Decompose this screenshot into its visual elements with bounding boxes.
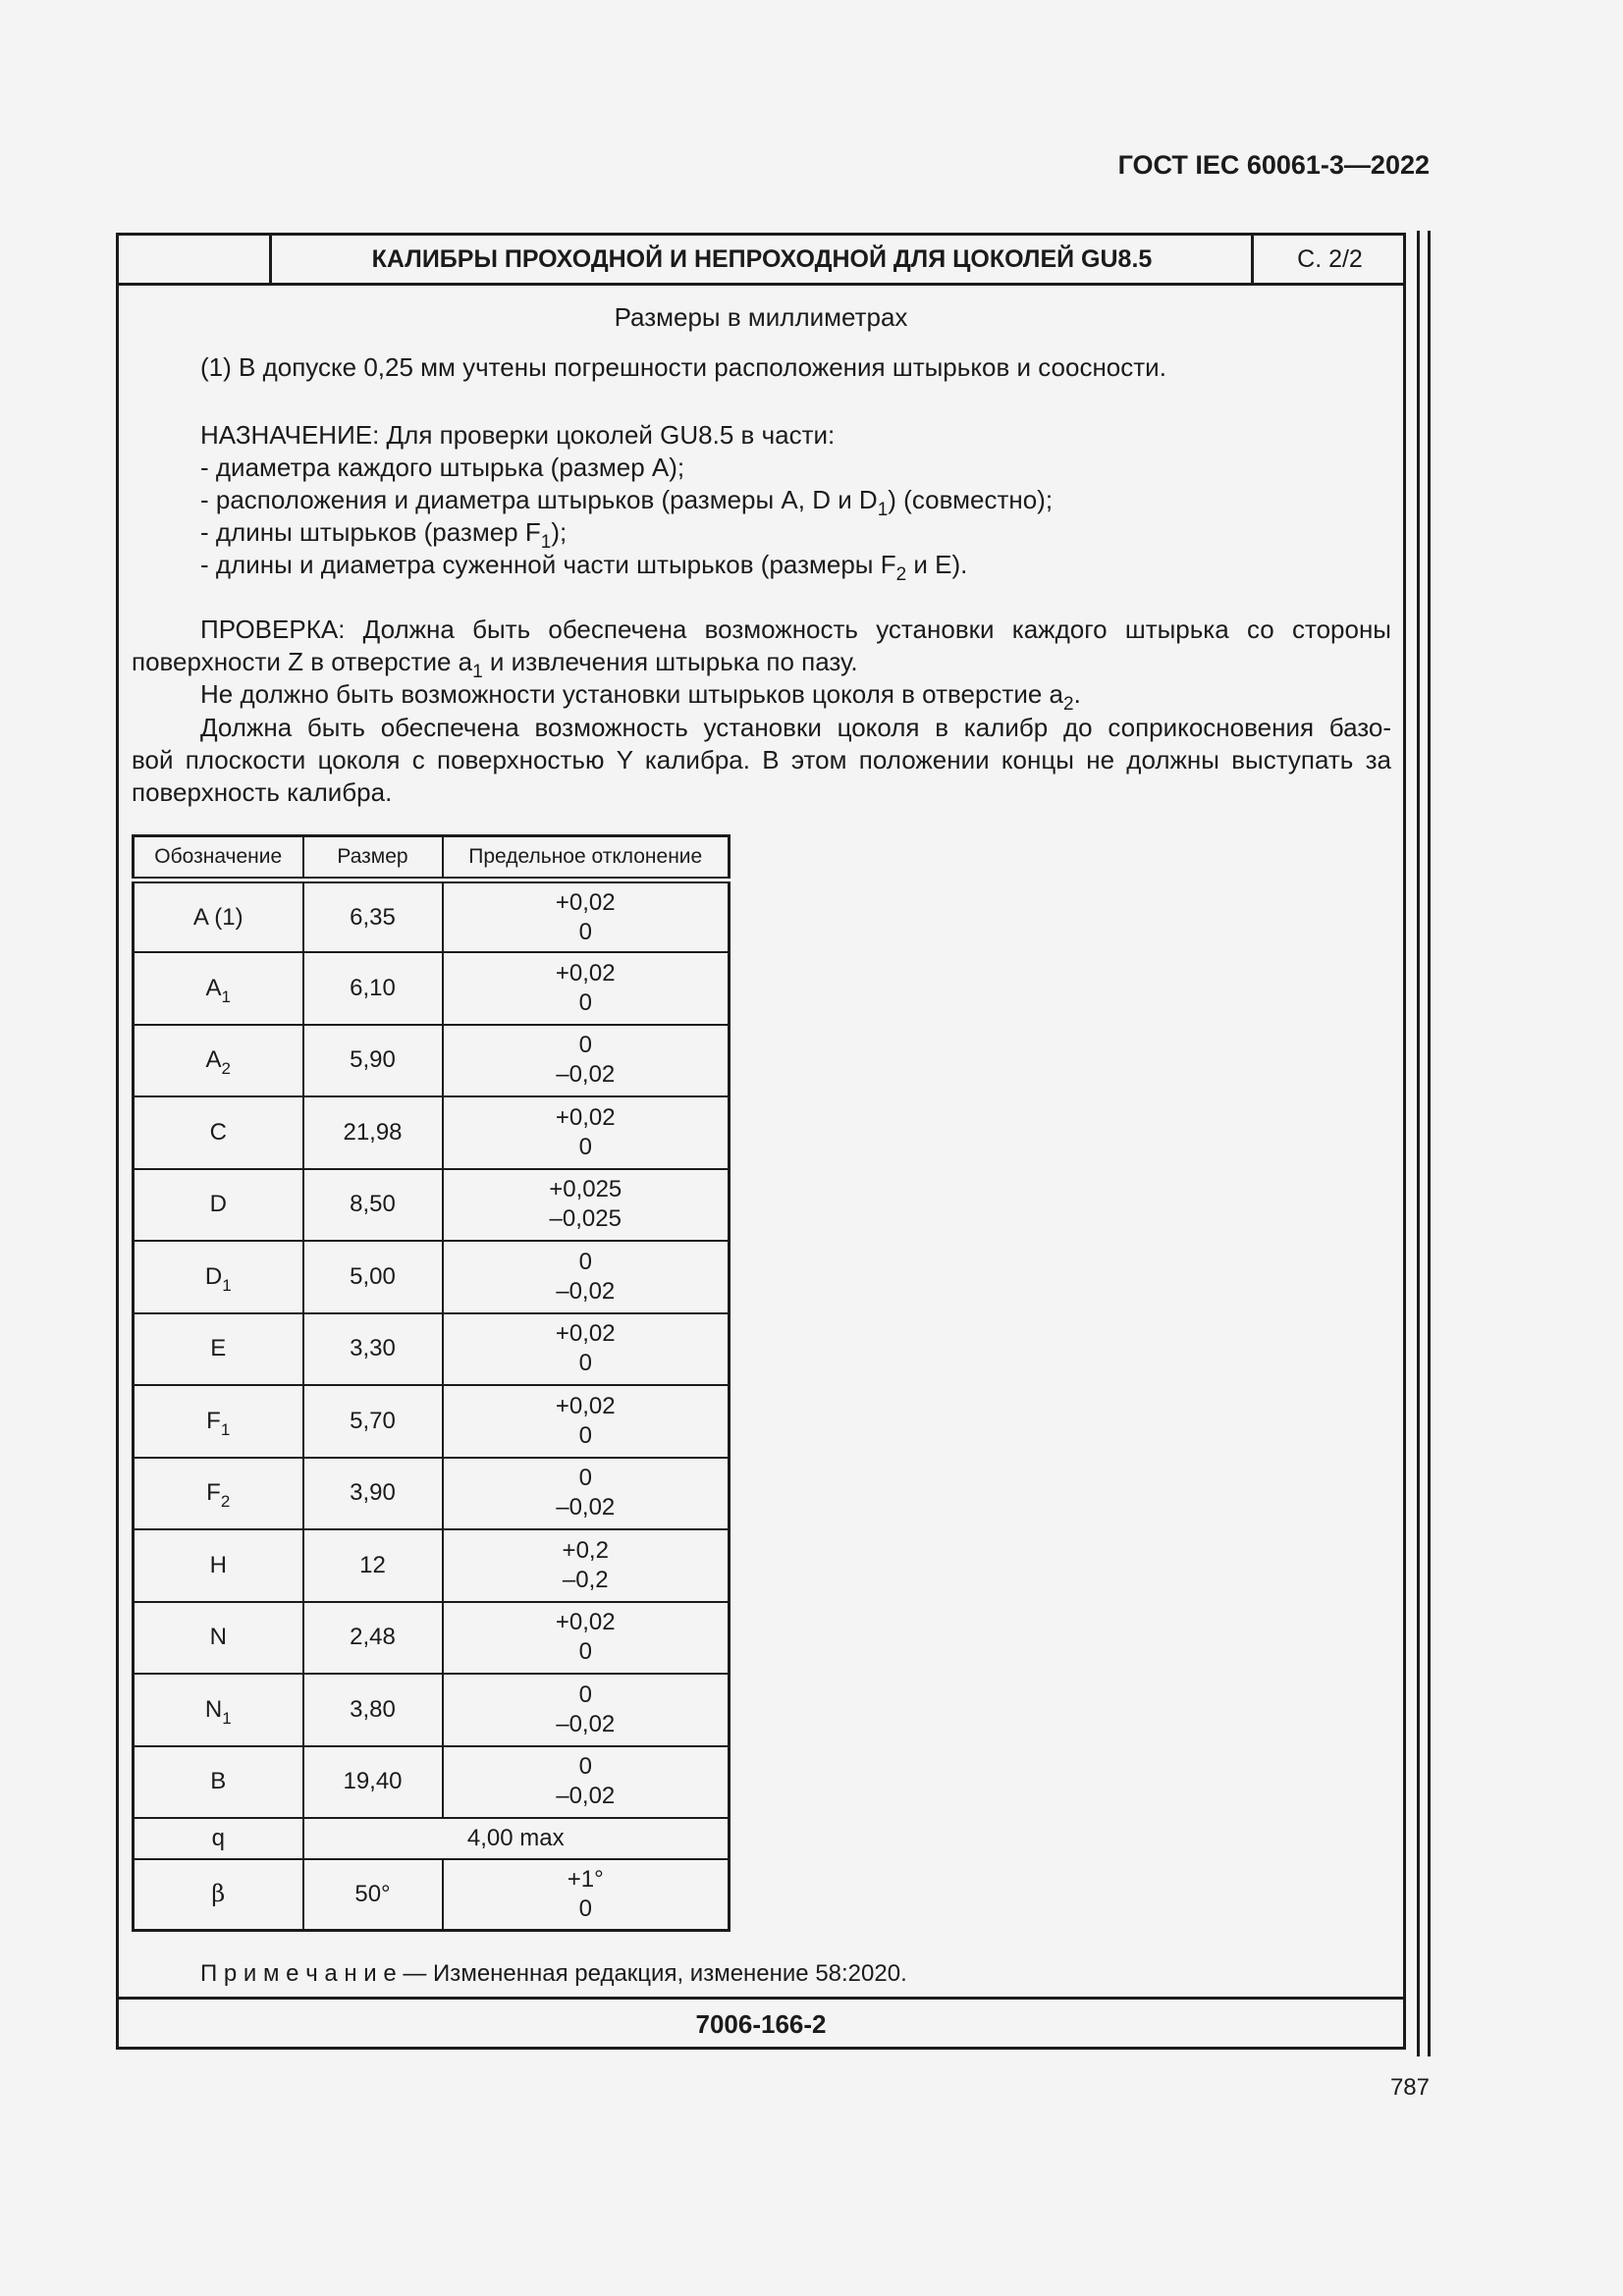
table-row <box>134 1385 730 1458</box>
purpose-text: - длины штырьков (размер F <box>200 517 541 547</box>
tolerance-lower: 0 <box>578 1421 592 1449</box>
table-row <box>134 1602 730 1675</box>
tolerance-cell <box>443 1096 730 1169</box>
table-row <box>134 1458 730 1530</box>
tolerance-lower: 0 <box>578 918 592 945</box>
table-row <box>134 1169 730 1242</box>
designation: H <box>209 1551 227 1578</box>
designation: C <box>209 1118 227 1146</box>
designation: E <box>210 1335 227 1362</box>
tolerance-upper: 0 <box>578 1681 592 1708</box>
standard-designation: ГОСТ IEC 60061-3—2022 <box>1117 150 1430 180</box>
size-cell: 12 <box>303 1529 443 1602</box>
size-cell: 19,40 <box>303 1746 443 1819</box>
table-row-q <box>134 1818 730 1859</box>
check-text: и извлечения штырька по пазу. <box>482 647 858 676</box>
subscript: 1 <box>472 662 483 682</box>
designation-cell <box>134 1241 303 1313</box>
tolerance-lower: –0,02 <box>556 1494 616 1522</box>
designation-cell <box>134 1096 303 1169</box>
tolerance-lower: –0,025 <box>549 1205 622 1233</box>
sheet-title: КАЛИБРЫ ПРОХОДНОЙ И НЕПРОХОДНОЙ ДЛЯ ЦОКОЛЕЙ GU8.5 <box>371 245 1153 273</box>
check-text: вой плоскости цоколя с поверхностью Y калибра. В этом положении концы не должны выступать за <box>132 745 1391 774</box>
purpose-text: и E). <box>906 550 968 579</box>
tolerance-cell <box>443 1385 730 1458</box>
check-text: Должна быть обеспечена возможность установки цоколя в калибр до соприкосновения базо- <box>200 713 1391 742</box>
tolerance-upper: +0,025 <box>549 1176 622 1203</box>
designation: A (1) <box>192 903 243 931</box>
designation-cell <box>134 1169 303 1242</box>
tolerance-lower: 0 <box>578 988 592 1016</box>
page-number: 787 <box>1389 2074 1430 2101</box>
tolerance-cell <box>443 1859 730 1930</box>
designation: A <box>205 1046 222 1074</box>
table-row <box>134 1313 730 1386</box>
size-cell: 2,48 <box>303 1602 443 1675</box>
size-cell: 21,98 <box>303 1096 443 1169</box>
designation-cell <box>134 1674 303 1746</box>
tolerance-cell <box>443 1674 730 1746</box>
tolerance-upper: +0,02 <box>555 1103 616 1131</box>
check-text: . <box>1073 679 1081 709</box>
check-line <box>200 614 1391 646</box>
purpose-text: ); <box>551 517 568 547</box>
size-cell: 5,90 <box>303 1025 443 1097</box>
tolerance-lower: –0,02 <box>556 1710 616 1737</box>
table-row <box>134 1529 730 1602</box>
subscript: 2 <box>1063 694 1074 715</box>
size-cell: 6,10 <box>303 952 443 1025</box>
tolerance-upper: +1° <box>567 1865 604 1893</box>
check-line <box>132 646 858 681</box>
code-row-divider <box>116 1997 1406 2000</box>
column-header-tolerance: Предельное отклонение <box>443 836 730 881</box>
designation-cell <box>134 1859 303 1930</box>
table-row-beta <box>134 1859 730 1930</box>
table-row <box>134 1025 730 1097</box>
check-line <box>200 712 1391 744</box>
size-cell: 3,30 <box>303 1313 443 1386</box>
designation-cell <box>134 1025 303 1097</box>
tolerance-cell <box>443 1241 730 1313</box>
designation-cell <box>134 1313 303 1386</box>
tolerance-cell <box>443 881 730 953</box>
table-row <box>134 1096 730 1169</box>
tolerance-lower: –0,2 <box>562 1566 609 1593</box>
table-header-row <box>134 836 730 881</box>
designation-subscript: 1 <box>220 1419 231 1439</box>
tolerance-cell <box>443 1458 730 1530</box>
purpose-text: - диаметра каждого штырька (размер A); <box>200 453 685 482</box>
size-cell: 5,00 <box>303 1241 443 1313</box>
designation: D <box>209 1191 227 1218</box>
purpose-line <box>200 452 684 484</box>
designation: D <box>204 1262 223 1290</box>
tolerance-upper: 0 <box>578 1032 592 1059</box>
footnote: (1) В допуске 0,25 мм учтены погрешности расположения штырьков и соосности. <box>200 352 1166 382</box>
check-text: поверхность калибра. <box>132 777 393 807</box>
designation-subscript: 2 <box>220 1492 231 1512</box>
tolerance-cell <box>443 952 730 1025</box>
merged-value-cell: 4,00 max <box>303 1818 730 1859</box>
designation-cell <box>134 1385 303 1458</box>
check-text: Не должно быть возможности установки штырьков цоколя в отверстие a <box>200 679 1063 709</box>
purpose-text: НАЗНАЧЕНИЕ: Для проверки цоколей GU8.5 в части: <box>200 420 836 450</box>
tolerance-upper: +0,02 <box>555 1320 616 1348</box>
tolerance-cell <box>443 1313 730 1386</box>
subscript: 2 <box>895 564 907 585</box>
designation: N <box>204 1695 223 1723</box>
tolerance-upper: +0,2 <box>562 1536 609 1564</box>
tolerance-cell <box>443 1169 730 1242</box>
designation: B <box>210 1768 227 1795</box>
check-line <box>132 776 392 809</box>
tolerance-upper: +0,02 <box>555 1609 616 1636</box>
designation-cell <box>134 1602 303 1675</box>
designation-cell <box>134 1746 303 1819</box>
designation-subscript: 1 <box>221 987 231 1006</box>
margin-rule-inner <box>1417 231 1420 2056</box>
designation: N <box>209 1624 227 1651</box>
note: П р и м е ч а н и е — Измененная редакция, изменение 58:2020. <box>200 1960 907 1987</box>
tolerance-upper: 0 <box>578 1248 592 1275</box>
purpose-line <box>200 516 567 552</box>
table-row <box>134 1746 730 1819</box>
check-text: ПРОВЕРКА: Должна быть обеспечена возможность установки каждого штырька со стороны <box>200 614 1391 644</box>
size-cell: 3,90 <box>303 1458 443 1530</box>
size-cell: 8,50 <box>303 1169 443 1242</box>
tolerance-lower: –0,02 <box>556 1061 616 1089</box>
check-line <box>132 744 1391 776</box>
size-cell: 3,80 <box>303 1674 443 1746</box>
purpose-line <box>200 549 967 584</box>
tolerance-cell <box>443 1602 730 1675</box>
designation-cell: q <box>134 1818 303 1859</box>
tolerance-cell <box>443 1529 730 1602</box>
size-cell: 6,35 <box>303 881 443 953</box>
tolerance-upper: +0,02 <box>555 959 616 987</box>
column-header-size: Размер <box>303 836 443 881</box>
dimensions-table <box>132 834 730 1932</box>
designation-cell <box>134 881 303 953</box>
table-row <box>134 952 730 1025</box>
subscript: 1 <box>540 532 552 553</box>
units-caption: Размеры в миллиметрах <box>614 302 908 332</box>
subscript: 1 <box>877 500 889 520</box>
sheet-number: С. 2/2 <box>1297 245 1363 273</box>
check-line <box>200 678 1081 714</box>
designation-subscript: 2 <box>221 1059 231 1079</box>
table-row <box>134 1674 730 1746</box>
drawing-code: 7006-166-2 <box>695 2009 827 2039</box>
size-cell: 5,70 <box>303 1385 443 1458</box>
designation-subscript: 1 <box>222 1708 232 1728</box>
tolerance-lower: 0 <box>578 1638 592 1666</box>
tolerance-upper: 0 <box>578 1753 592 1781</box>
table-row <box>134 1241 730 1313</box>
designation-cell <box>134 952 303 1025</box>
purpose-line <box>200 484 1053 519</box>
designation-subscript: 1 <box>222 1275 232 1295</box>
purpose-line <box>200 419 835 452</box>
tolerance-cell <box>443 1746 730 1819</box>
designation-cell <box>134 1529 303 1602</box>
designation: β <box>211 1880 226 1908</box>
tolerance-lower: 0 <box>578 1133 592 1160</box>
designation: F <box>206 1479 221 1507</box>
tolerance-lower: 0 <box>578 1350 592 1377</box>
column-header-designation: Обозначение <box>134 836 303 881</box>
margin-rule-outer <box>1428 231 1431 2056</box>
purpose-text: ) (совместно); <box>888 485 1054 514</box>
table-row <box>134 881 730 953</box>
tolerance-upper: +0,02 <box>555 888 616 916</box>
purpose-text: - длины и диаметра суженной части штырьков (размеры F <box>200 550 896 579</box>
tolerance-upper: 0 <box>578 1465 592 1492</box>
designation: A <box>205 974 222 1001</box>
purpose-text: - расположения и диаметра штырьков (размеры A, D и D <box>200 485 878 514</box>
tolerance-lower: –0,02 <box>556 1783 616 1810</box>
designation: F <box>206 1407 221 1434</box>
tolerance-lower: –0,02 <box>556 1277 616 1305</box>
tolerance-cell <box>443 1025 730 1097</box>
designation-cell <box>134 1458 303 1530</box>
size-cell: 50° <box>303 1859 443 1930</box>
check-text: поверхности Z в отверстие a <box>132 647 473 676</box>
tolerance-lower: 0 <box>578 1895 592 1922</box>
tolerance-upper: +0,02 <box>555 1392 616 1419</box>
